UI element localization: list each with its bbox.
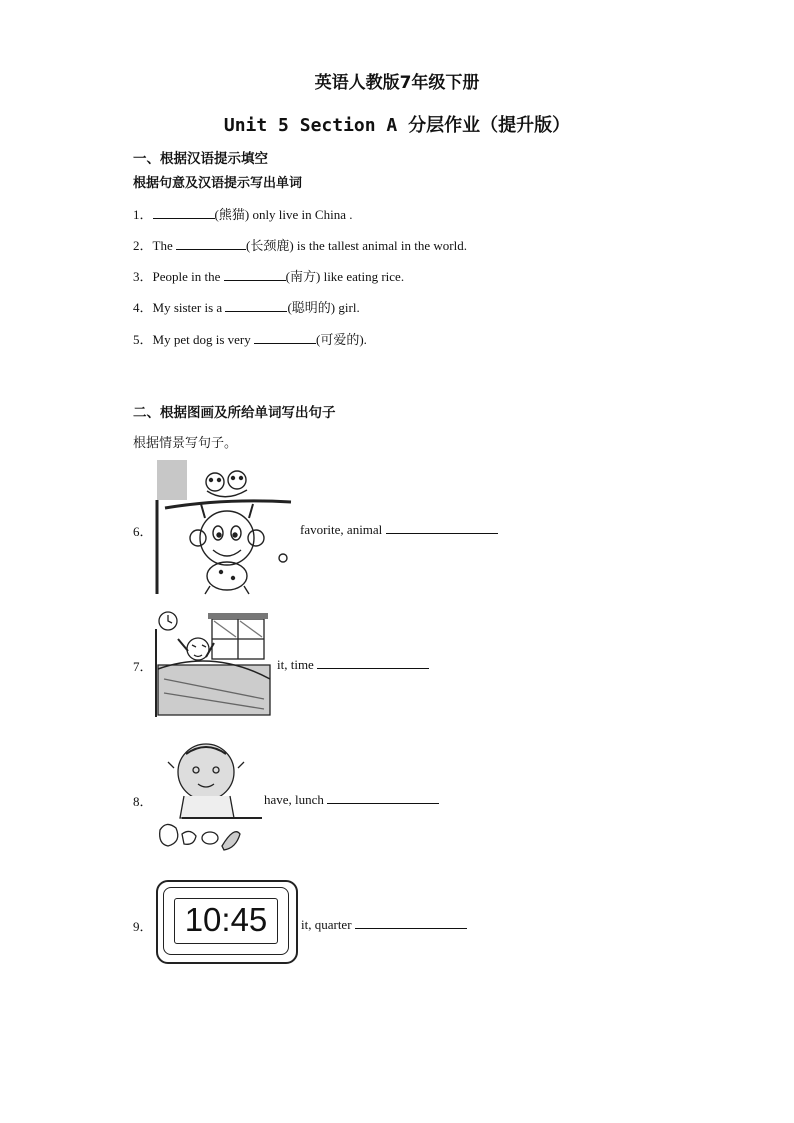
page-title: 英语人教版7年级下册 [314,73,480,93]
section1-instruction: 根据句意及汉语提示写出单词 [133,176,303,191]
question-5: 5．My pet dog is very (可爱的). [133,332,367,347]
question-9-number: 9． [133,919,153,934]
answer-blank[interactable] [176,237,246,250]
answer-blank[interactable] [386,521,498,534]
monkeys-icon [155,458,295,596]
section1-heading: 一、根据汉语提示填空 [133,151,268,167]
answer-blank[interactable] [225,299,287,312]
answer-blank[interactable] [224,268,286,281]
question-4: 4．My sister is a (聪明的) girl. [133,300,360,315]
answer-blank[interactable] [254,331,316,344]
answer-blank[interactable] [355,916,467,929]
clock-readout: 10:45 [184,901,268,938]
page-subtitle: Unit 5 Section A 分层作业（提升版） [223,115,571,136]
digital-clock-icon [156,880,298,964]
question-7-number: 7． [133,659,153,674]
answer-blank[interactable] [153,206,215,219]
question-9-clue: it, quarter [301,916,467,933]
question-7-clue: it, time [277,656,429,673]
child-eating-icon [154,738,264,858]
question-8-number: 8． [133,794,153,809]
section2-heading: 二、根据图画及所给单词写出句子 [133,405,336,421]
question-8-clue: have, lunch [264,791,439,808]
question-3: 3．People in the (南方) like eating rice. [133,269,405,284]
question-6-number: 6． [133,524,153,539]
section2-instruction: 根据情景写句子。 [133,436,238,451]
answer-blank[interactable] [327,791,439,804]
answer-blank[interactable] [317,656,429,669]
question-6-clue: favorite, animal [300,521,498,538]
question-2: 2．The (长颈鹿) is the tallest animal in the world. [133,238,467,253]
waking-up-icon [154,609,272,719]
question-1: 1． (熊猫) only live in China . [133,207,353,222]
